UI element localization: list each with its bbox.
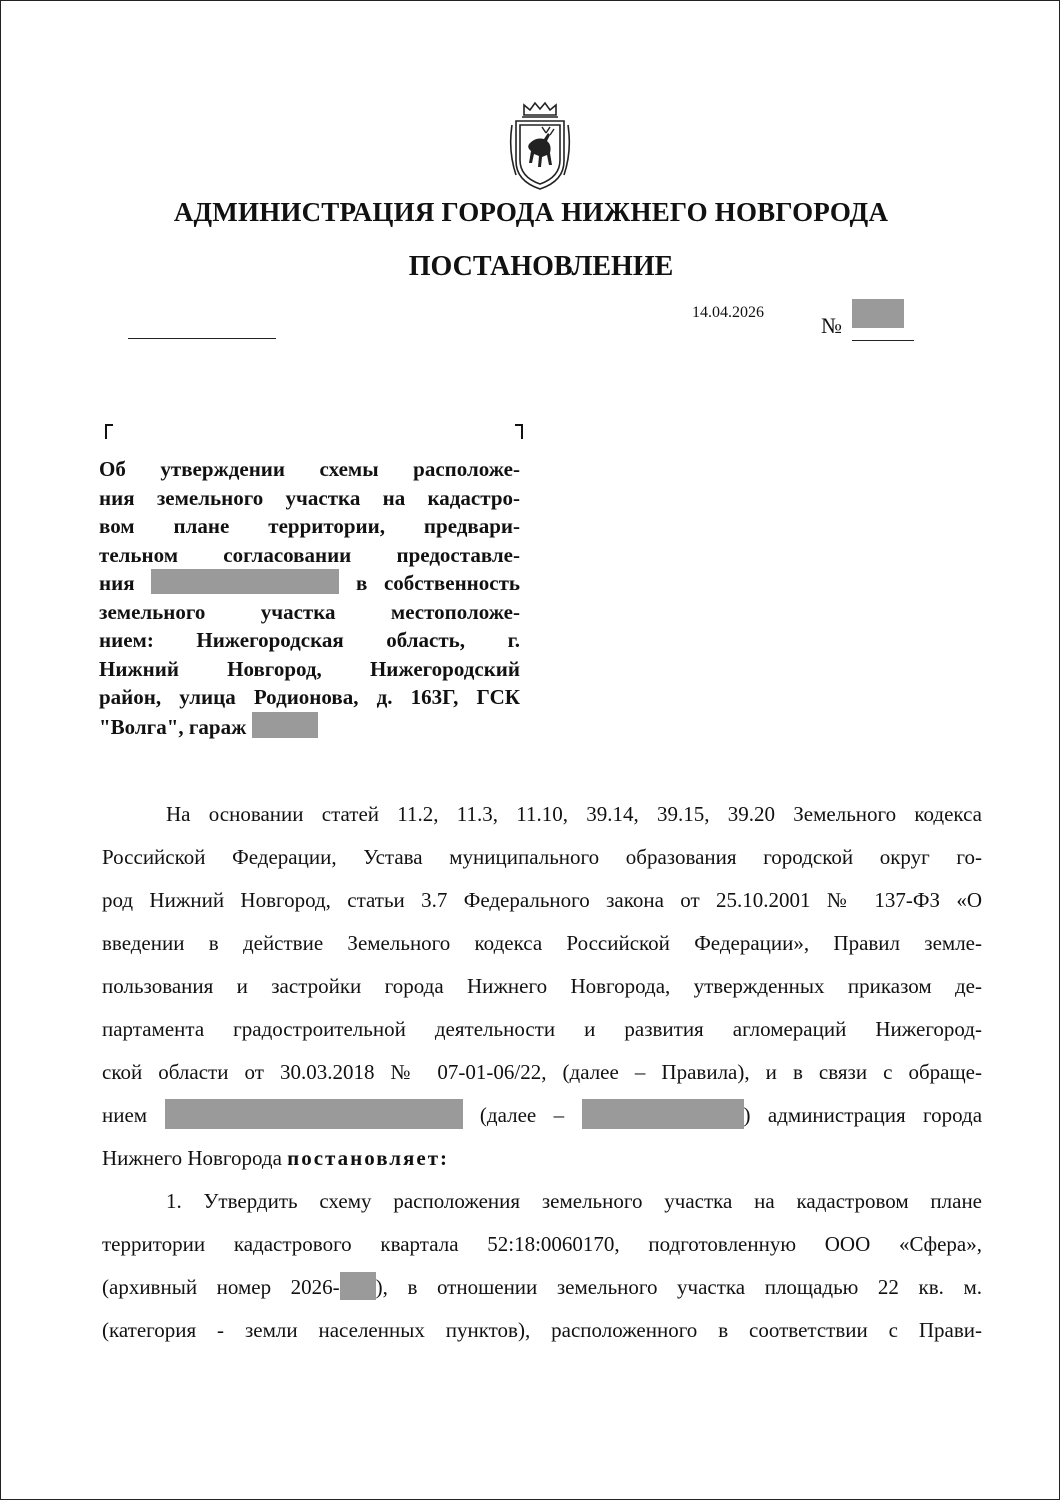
body-line: пользования и застройки города Нижнего Новгорода, утвержденных приказом де-: [102, 974, 982, 998]
subject-line: земельного участка местоположе-: [99, 599, 520, 624]
body-line-part: (далее –: [479, 1103, 565, 1127]
body-line: (категория - земли населенных пунктов), расположенного в соответствии с Прави-: [102, 1318, 982, 1342]
body-line: Российской Федерации, Устава муниципального образования городской округ го-: [102, 845, 982, 869]
document-type-title: ПОСТАНОВЛЕНИЕ: [408, 251, 674, 282]
body-line-part: (архивный номер 2026-: [102, 1275, 340, 1299]
document-date: 14.04.2026: [692, 304, 764, 321]
body-line: ской области от 30.03.2018 № 07-01-06/22, (далее – Правила), и в связи с обраще-: [102, 1060, 982, 1084]
resolves-keyword: постановляет:: [287, 1146, 450, 1170]
body-line: 1. Утвердить схему расположения земельного участка на кадастровом плане: [166, 1189, 982, 1213]
body-line: [102, 1266, 982, 1309]
body-line: [102, 1094, 982, 1137]
redacted-document-number: [852, 299, 904, 328]
redacted-archive-number: [340, 1272, 376, 1300]
document-subject: [99, 455, 520, 741]
subject-line: район, улица Родионова, д. 163Г, ГСК: [99, 685, 520, 709]
number-sign: №: [821, 313, 842, 338]
subject-corner-right: [515, 424, 523, 439]
body-line-part: ), в отношении земельного участка площадью 22 кв. м.: [375, 1275, 982, 1299]
document-body: [102, 793, 982, 1352]
subject-line: тельном согласовании предоставле-: [99, 542, 520, 567]
subject-line: нием: Нижегородская область, г.: [99, 628, 520, 652]
redacted-applicant-name: [151, 569, 339, 594]
subject-line: ния земельного участка на кадастро-: [99, 485, 520, 510]
subject-line: Об утверждении схемы расположе-: [99, 457, 520, 481]
subject-line-part: ния: [99, 571, 135, 595]
organization-title: АДМИНИСТРАЦИЯ ГОРОДА НИЖНЕГО НОВГОРОДА: [173, 197, 889, 227]
body-line-part: нием: [102, 1103, 148, 1127]
body-line-part: ) администрация города: [743, 1103, 983, 1127]
body-line: [102, 1137, 982, 1180]
coat-of-arms-deer-icon: [506, 101, 574, 193]
subject-line: Нижний Новгород, Нижегородский: [99, 656, 520, 681]
subject-line-part: в собственность: [355, 571, 521, 595]
body-line: род Нижний Новгород, статьи 3.7 Федерального закона от 25.10.2001 № 137-ФЗ «О: [102, 888, 982, 912]
redacted-garage-number: [252, 712, 318, 738]
redacted-applicant-name: [165, 1099, 463, 1129]
body-line: На основании статей 11.2, 11.3, 11.10, 39.14, 39.15, 39.20 Земельного кодекса: [166, 802, 982, 826]
subject-line-part: "Волга", гараж: [99, 714, 247, 739]
body-line: партамента градостроительной деятельности и развития агломераций Нижегород-: [102, 1017, 982, 1041]
redacted-applicant-short-name: [582, 1099, 744, 1129]
number-underline: [852, 340, 914, 341]
subject-line: вом плане территории, предвари-: [99, 514, 520, 538]
date-underline: [128, 338, 276, 339]
body-line: территории кадастрового квартала 52:18:0060170, подготовленную ООО «Сфера»,: [102, 1232, 982, 1256]
subject-line: [99, 712, 520, 742]
body-line: введении в действие Земельного кодекса Российской Федерации», Правил земле-: [102, 931, 982, 955]
subject-corner-left: [105, 424, 113, 439]
subject-line: [99, 569, 520, 598]
body-line-part: Нижнего Новгорода: [102, 1146, 282, 1170]
